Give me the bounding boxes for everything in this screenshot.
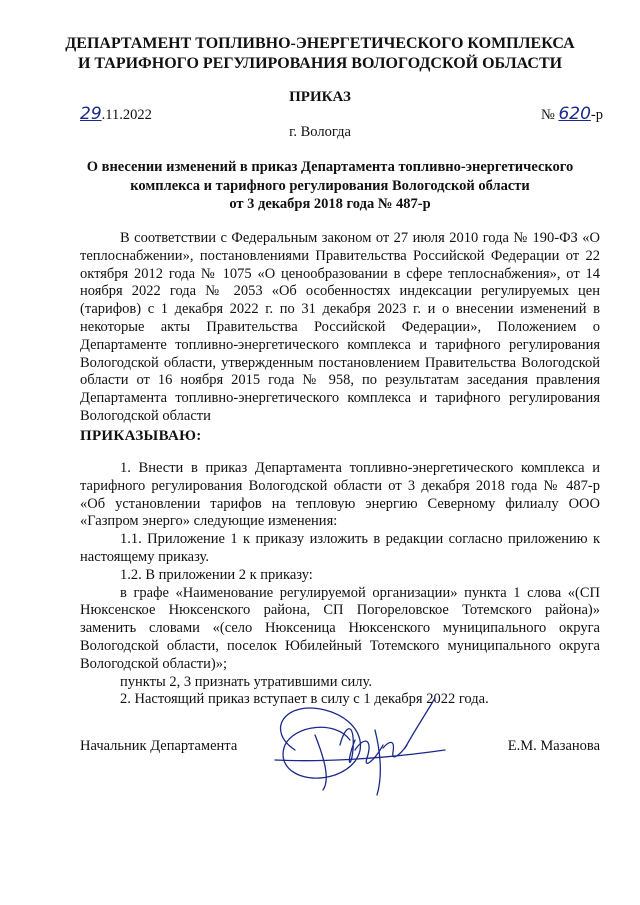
number-prefix: №: [540, 107, 559, 123]
order-word: ПРИКАЗЫВАЮ:: [80, 428, 202, 444]
preamble: [80, 230, 600, 426]
city: г. Вологда: [289, 124, 351, 140]
number-suffix: -р: [590, 107, 603, 123]
handwritten-signature: [255, 690, 455, 800]
handwritten-number: 620: [558, 104, 591, 124]
order-items: [80, 460, 600, 709]
handwritten-day: 29: [80, 104, 102, 124]
order-subject: [60, 158, 600, 214]
signatory-title: Начальник Департамента: [80, 738, 238, 754]
order-title: ПРИКАЗ: [289, 89, 351, 105]
item-1-2-a: в графе «Наименование регулируемой организации» пункта 1 слова «(СП Нюксенское Нюксенского района, СП Погореловское Тотемского района)» заменить словами «(село Нюксеница Нюксенского муниципального округа Вологодской области, поселок Юбилейный Тотемского муниципального округа Вологодской области)»;: [80, 584, 600, 672]
item-1: 1. Внести в приказ Департамента топливно-энергетического комплекса и тарифного регулирования Вологодской области от 3 декабря 2018 года № 487-р «Об установлении тарифов на тепловую энергию Северному филиалу ООО «Газпром энерго» следующие изменения:: [80, 460, 600, 530]
signatory-name: Е.М. Мазанова: [507, 738, 600, 754]
subject-line-1: О внесении изменений в приказ Департамента топливно-энергетического: [86, 159, 574, 175]
subject-line-2: комплекса и тарифного регулирования Вологодской области: [130, 177, 530, 194]
item-2: 2. Настоящий приказ вступает в силу с 1 декабря 2022 года.: [120, 691, 489, 708]
department-line-1: ДЕПАРТАМЕНТ ТОПЛИВНО-ЭНЕРГЕТИЧЕСКОГО КОМПЛЕКСА: [65, 35, 575, 52]
item-1-2-b: пункты 2, 3 признать утратившими силу.: [120, 673, 372, 690]
date-rest: .11.2022: [101, 107, 152, 123]
order-number: [541, 104, 603, 124]
department-header: [40, 34, 600, 74]
department-line-2: И ТАРИФНОГО РЕГУЛИРОВАНИЯ ВОЛОГОДСКОЙ ОБЛАСТИ: [77, 55, 563, 72]
preamble-text: В соответствии с Федеральным законом от 27 июля 2010 года № 190-ФЗ «О теплоснабжении», постановлениями Правительства Российской Федерации от 22 октября 2012 года № 1075 «О ценообразовании в сфере теплоснабжения», от 14 ноября 2022 года № 2053 «Об особенностях индексации регулируемых цен (тарифов) с 1 декабря 2022 г. по 31 декабря 2023 г. и о внесении изменений в некоторые акты Правительства Российской Федерации», Положением о Департаменте топливно-энергетического комплекса и тарифного регулирования Вологодской области, утвержденным постановлением Правительства Вологодской области от 16 ноября 2015 года № 958, по результатам заседания правления Департамента топливно-энергетического комплекса и тарифного регулирования Вологодской области: [80, 230, 600, 424]
item-1-2: 1.2. В приложении 2 к приказу:: [120, 566, 313, 583]
item-1-1: 1.1. Приложение 1 к приказу изложить в редакции согласно приложению к настоящему приказу.: [80, 531, 600, 565]
order-date: [80, 104, 152, 124]
subject-line-3: от 3 декабря 2018 года № 487-р: [229, 196, 431, 212]
